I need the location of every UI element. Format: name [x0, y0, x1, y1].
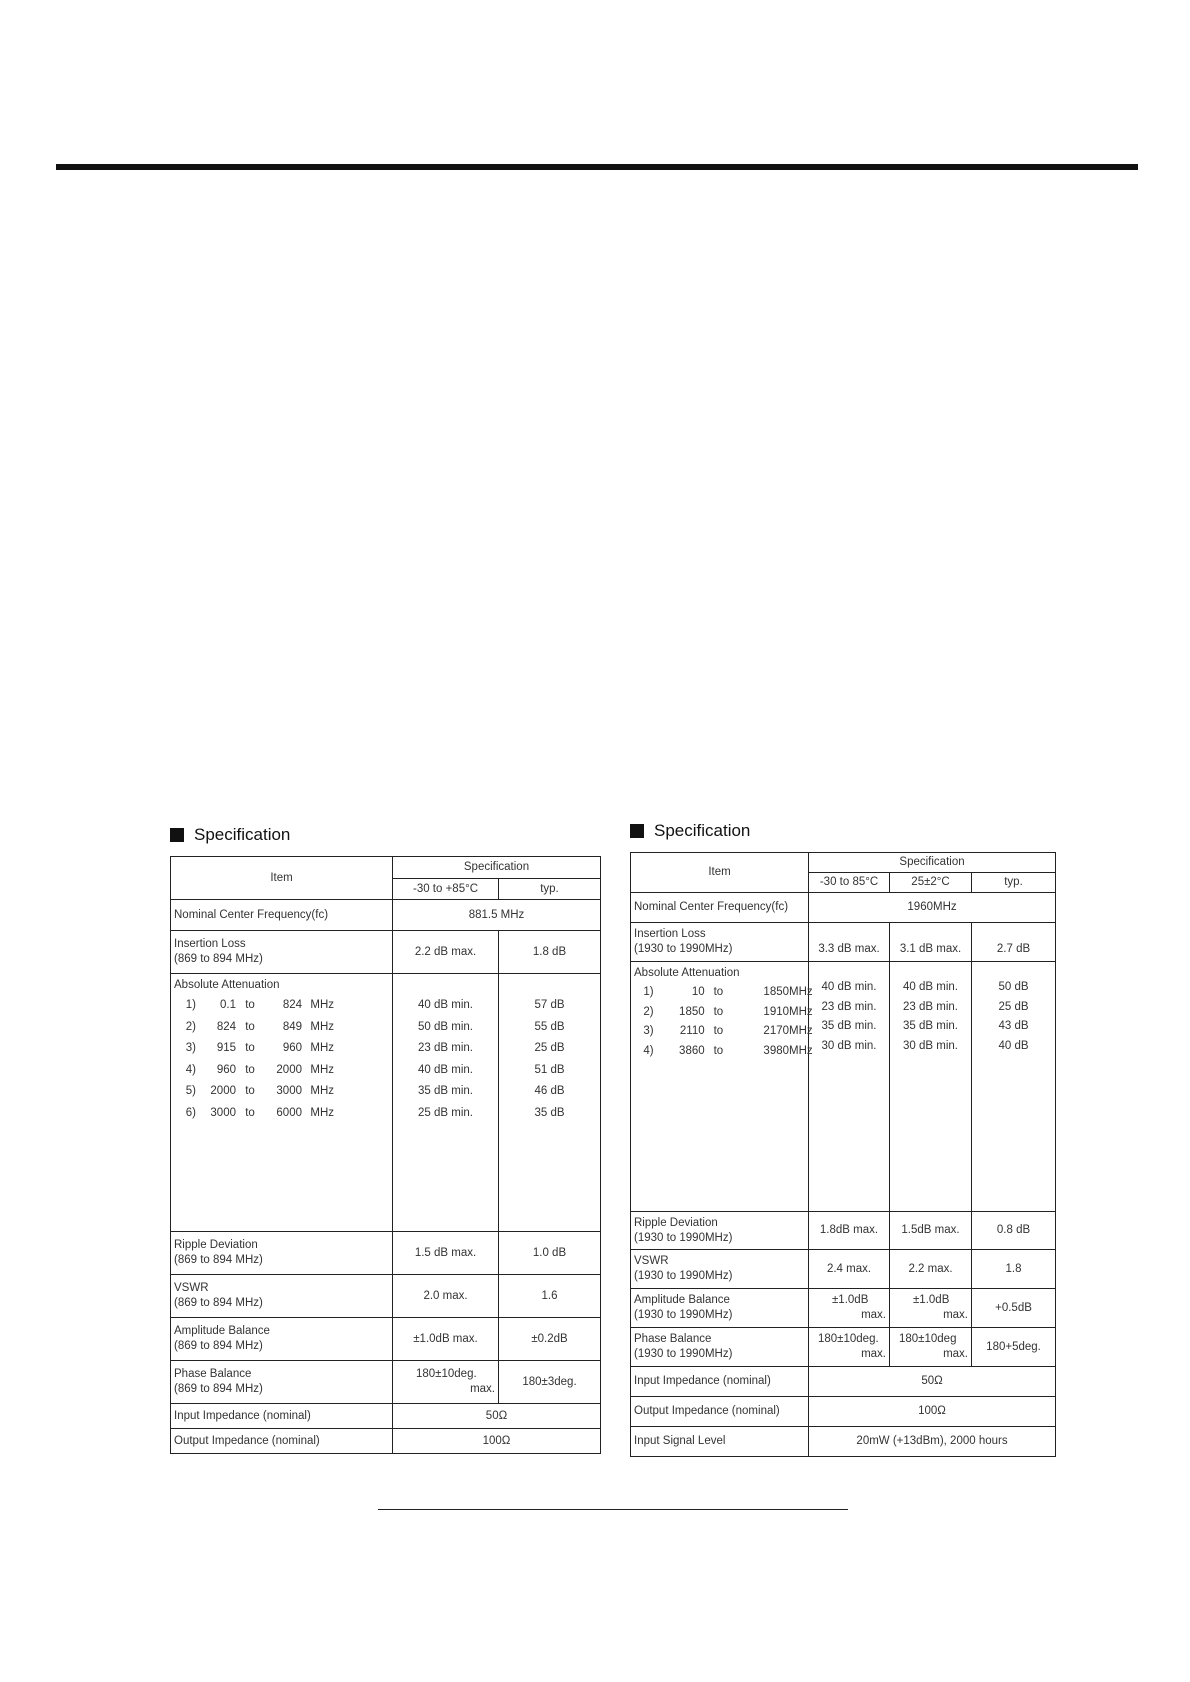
right-spec-title: Specification — [654, 821, 751, 840]
range-from: 0.1 — [220, 999, 236, 1012]
spec1-value — [809, 1328, 890, 1367]
range-from: 3860 — [679, 1044, 705, 1057]
label-line: Amplitude Balance — [634, 1294, 730, 1306]
range-line: (869 to 894 MHz) — [174, 1340, 263, 1352]
range-to-word: to — [713, 1005, 724, 1018]
row-value: 50Ω — [809, 1367, 1056, 1397]
att-spec2-col — [890, 962, 972, 1212]
label-line: Phase Balance — [634, 1333, 712, 1345]
row-label — [171, 1275, 393, 1318]
spec-value-a: 180±10deg. — [416, 1368, 477, 1380]
range-index: 1) — [643, 986, 654, 998]
att-title: Absolute Attenuation — [634, 967, 740, 979]
range-unit: MHz — [310, 1042, 334, 1055]
row-value: 1960MHz — [809, 893, 1056, 923]
attenuation-range-row — [634, 1042, 813, 1062]
attenuation-range-row — [174, 1038, 389, 1060]
spec-value: ±1.0dB max. — [393, 1318, 499, 1361]
att-spec-value: 23 dB min. — [418, 1042, 473, 1054]
typ-value: 180+5deg. — [972, 1328, 1056, 1367]
spec1-value-b: max. — [861, 1348, 886, 1360]
attenuation-range-row — [634, 1003, 813, 1023]
att-typ-value: 50 dB — [998, 981, 1029, 993]
range-to: 1850 — [763, 986, 790, 998]
row-label — [631, 1212, 809, 1250]
label-line: Ripple Deviation — [634, 1216, 718, 1229]
left-spec-title: Specification — [194, 825, 291, 844]
att-spec-col — [393, 974, 499, 1232]
range-from: 824 — [216, 1020, 236, 1033]
item-header: Item — [171, 857, 393, 900]
att-spec-value: 35 dB min. — [418, 1085, 473, 1097]
temp2-header: 25±2°C — [890, 873, 972, 893]
range-from: 10 — [691, 986, 705, 998]
left-spec-table — [170, 856, 601, 1454]
spec-header: Specification — [393, 857, 601, 879]
row-label: Input Signal Level — [631, 1427, 809, 1457]
label-line: Phase Balance — [174, 1368, 252, 1380]
range-unit: MHz — [789, 986, 813, 998]
range-index: 3) — [185, 1042, 196, 1055]
spec1-value-a: 180±10deg. — [818, 1333, 879, 1345]
square-bullet-icon — [630, 824, 644, 838]
att-typ-col — [499, 974, 601, 1232]
att-spec2-value: 30 dB min. — [903, 1039, 958, 1052]
range-to: 824 — [282, 999, 302, 1012]
att-spec-value: 50 dB min. — [418, 1020, 473, 1033]
range-unit: MHz — [310, 1085, 334, 1098]
row-value: 50Ω — [393, 1404, 601, 1429]
table-row — [171, 1318, 601, 1361]
spec2-value-a: 180±10deg — [899, 1333, 957, 1345]
range-from: 915 — [216, 1042, 236, 1055]
attenuation-range-row — [174, 995, 389, 1017]
row-value: 100Ω — [809, 1397, 1056, 1427]
range-from: 960 — [216, 1063, 236, 1076]
row-label: Input Impedance (nominal) — [171, 1404, 393, 1429]
attenuation-cell — [171, 974, 393, 1232]
spec1-value: 2.4 max. — [809, 1250, 890, 1289]
range-unit: MHz — [310, 1106, 334, 1119]
range-to: 6000 — [276, 1106, 302, 1119]
bottom-rule — [378, 1509, 848, 1510]
att-typ-value: 51 dB — [534, 1063, 565, 1076]
range-to-word: to — [713, 1025, 724, 1037]
att-typ-value: 35 dB — [534, 1106, 565, 1119]
att-typ-value: 25 dB — [998, 1000, 1029, 1013]
range-line: (1930 to 1990MHz) — [634, 1309, 733, 1321]
row-value: 100Ω — [393, 1429, 601, 1454]
att-spec1-col — [809, 962, 890, 1212]
attenuation-range-row — [174, 1081, 389, 1103]
spec-value: 2.0 max. — [393, 1275, 499, 1318]
typ-value: 1.0 dB — [499, 1232, 601, 1275]
spec1-value: 3.3 dB max. — [809, 923, 890, 962]
top-rule — [56, 164, 1138, 170]
table-row — [631, 1427, 1056, 1457]
row-value: 881.5 MHz — [393, 900, 601, 931]
row-label — [631, 1289, 809, 1328]
typ-value: 180±3deg. — [499, 1361, 601, 1404]
att-spec-value: 40 dB min. — [418, 1063, 473, 1076]
table-row — [631, 1289, 1056, 1328]
range-line: (869 to 894 MHz) — [174, 1383, 263, 1395]
table-row — [631, 962, 1056, 1212]
table-row — [631, 923, 1056, 962]
row-label — [631, 923, 809, 962]
range-index: 6) — [185, 1106, 196, 1119]
range-index: 3) — [643, 1025, 654, 1037]
range-index: 1) — [185, 999, 196, 1012]
row-label — [631, 1250, 809, 1289]
left-spec-block — [170, 823, 600, 1454]
row-label: Input Impedance (nominal) — [631, 1367, 809, 1397]
range-to: 2170 — [763, 1025, 790, 1037]
att-spec1-value: 40 dB min. — [821, 981, 877, 993]
row-label: Output Impedance (nominal) — [631, 1397, 809, 1427]
row-label: Nominal Center Frequency(fc) — [631, 893, 809, 923]
spec-value — [393, 1361, 499, 1404]
label-line: Ripple Deviation — [174, 1239, 258, 1251]
table-row — [631, 1367, 1056, 1397]
range-to: 2000 — [276, 1063, 302, 1076]
attenuation-range-row — [174, 1017, 389, 1039]
spec2-value: 2.2 max. — [890, 1250, 972, 1289]
att-spec2-value: 35 dB min. — [903, 1020, 958, 1032]
range-to-word: to — [245, 1085, 255, 1098]
spec-header: Specification — [809, 853, 1056, 873]
spec2-value — [890, 1289, 972, 1328]
range-unit: MHz — [789, 1025, 813, 1037]
range-unit: MHz — [310, 1020, 334, 1033]
row-label: Nominal Center Frequency(fc) — [171, 900, 393, 931]
att-spec-value: 25 dB min. — [418, 1106, 473, 1119]
spec-value-b: max. — [470, 1383, 495, 1395]
right-spec-heading — [630, 819, 1055, 843]
att-spec1-value: 30 dB min. — [821, 1039, 877, 1052]
spec-value: 2.2 dB max. — [393, 931, 499, 974]
square-bullet-icon — [170, 828, 184, 842]
att-spec1-value: 35 dB min. — [821, 1020, 877, 1032]
att-typ-value: 46 dB — [534, 1085, 565, 1097]
range-to-word: to — [713, 986, 724, 998]
attenuation-range-row — [634, 983, 813, 1003]
item-header: Item — [631, 853, 809, 893]
table-row — [171, 1361, 601, 1404]
attenuation-range-row — [174, 1060, 389, 1082]
range-unit: MHz — [789, 1005, 813, 1018]
attenuation-cell — [631, 962, 813, 1212]
typ-value: +0.5dB — [972, 1289, 1056, 1328]
spec2-value-b: max. — [943, 1309, 968, 1321]
table-row — [631, 1212, 1056, 1250]
typ-header: typ. — [972, 873, 1056, 893]
spec2-value: 1.5dB max. — [890, 1212, 972, 1250]
table-row — [171, 1275, 601, 1318]
range-unit: MHz — [789, 1044, 813, 1057]
attenuation-range-row — [174, 1103, 389, 1125]
range-line: (1930 to 1990MHz) — [634, 1348, 733, 1360]
att-spec-value: 40 dB min. — [418, 999, 473, 1011]
range-from: 2110 — [679, 1025, 705, 1037]
spec1-value: 1.8dB max. — [809, 1212, 890, 1250]
typ-value: 1.8 dB — [499, 931, 601, 974]
att-spec2-value: 40 dB min. — [903, 981, 958, 993]
typ-value: 1.8 — [972, 1250, 1056, 1289]
range-to: 1910 — [763, 1005, 790, 1018]
table-row — [631, 1250, 1056, 1289]
range-line: (1930 to 1990MHz) — [634, 1270, 733, 1282]
row-label — [631, 1328, 809, 1367]
table-row — [631, 1397, 1056, 1427]
att-typ-col — [972, 962, 1056, 1212]
range-line: (869 to 894 MHz) — [174, 953, 263, 965]
att-typ-value: 43 dB — [998, 1020, 1029, 1032]
range-to-word: to — [245, 1042, 255, 1055]
range-from: 1850 — [679, 1005, 705, 1018]
right-spec-table — [630, 852, 1056, 1457]
att-typ-value: 40 dB — [998, 1039, 1029, 1052]
temp-header: -30 to +85°C — [393, 879, 499, 900]
row-label — [171, 1232, 393, 1275]
typ-header: typ. — [499, 879, 601, 900]
spec2-value-a: ±1.0dB — [913, 1294, 950, 1306]
range-index: 2) — [643, 1005, 654, 1018]
range-to-word: to — [245, 1020, 255, 1033]
spec-value: 1.5 dB max. — [393, 1232, 499, 1275]
table-row — [171, 931, 601, 974]
table-row — [171, 1232, 601, 1275]
att-title: Absolute Attenuation — [174, 979, 280, 991]
spec1-value-b: max. — [861, 1309, 886, 1321]
range-to-word: to — [245, 1106, 255, 1119]
range-to-word: to — [245, 1063, 255, 1076]
range-index: 4) — [185, 1063, 196, 1076]
att-spec1-value: 23 dB min. — [821, 1000, 877, 1013]
range-line: (1930 to 1990MHz) — [634, 1231, 733, 1244]
range-to: 3000 — [276, 1085, 302, 1098]
header-row — [171, 857, 601, 879]
range-from: 2000 — [210, 1085, 236, 1098]
right-spec-block — [630, 819, 1055, 1457]
row-label — [171, 931, 393, 974]
range-unit: MHz — [310, 999, 334, 1012]
label-line: VSWR — [174, 1282, 209, 1294]
range-to-word: to — [713, 1044, 724, 1057]
range-to: 849 — [282, 1020, 302, 1033]
att-list — [634, 983, 813, 1061]
table-row — [171, 1404, 601, 1429]
left-spec-heading — [170, 823, 600, 847]
label-line: VSWR — [634, 1255, 669, 1267]
header-row — [631, 853, 1056, 873]
spec1-value — [809, 1289, 890, 1328]
label-line: Amplitude Balance — [174, 1325, 270, 1337]
att-spec2-value: 23 dB min. — [903, 1000, 958, 1013]
range-to: 3980 — [763, 1044, 790, 1057]
table-row — [631, 893, 1056, 923]
att-list — [174, 995, 389, 1124]
range-line: (869 to 894 MHz) — [174, 1297, 263, 1309]
range-index: 4) — [643, 1044, 654, 1057]
row-label: Output Impedance (nominal) — [171, 1429, 393, 1454]
att-typ-value: 55 dB — [534, 1020, 565, 1033]
range-line: (1930 to 1990MHz) — [634, 943, 733, 955]
label-line: Insertion Loss — [634, 928, 706, 940]
typ-value: 2.7 dB — [972, 923, 1056, 962]
temp1-header: -30 to 85°C — [809, 873, 890, 893]
typ-value: 0.8 dB — [972, 1212, 1056, 1250]
att-typ-value: 57 dB — [534, 999, 565, 1011]
range-index: 2) — [185, 1020, 196, 1033]
range-from: 3000 — [210, 1106, 236, 1119]
table-row — [171, 974, 601, 1232]
att-typ-value: 25 dB — [534, 1042, 565, 1054]
range-unit: MHz — [310, 1063, 334, 1076]
label-line: Insertion Loss — [174, 938, 246, 950]
row-label — [171, 1361, 393, 1404]
row-value: 20mW (+13dBm), 2000 hours — [809, 1427, 1056, 1457]
spec2-value: 3.1 dB max. — [890, 923, 972, 962]
range-to: 960 — [282, 1042, 302, 1055]
spec1-value-a: ±1.0dB — [832, 1294, 869, 1306]
range-index: 5) — [185, 1085, 196, 1098]
table-row — [171, 1429, 601, 1454]
table-row — [171, 900, 601, 931]
typ-value: 1.6 — [499, 1275, 601, 1318]
spec2-value-b: max. — [943, 1348, 968, 1360]
row-label — [171, 1318, 393, 1361]
spec2-value — [890, 1328, 972, 1367]
table-row — [631, 1328, 1056, 1367]
typ-value: ±0.2dB — [499, 1318, 601, 1361]
range-to-word: to — [245, 999, 255, 1012]
range-line: (869 to 894 MHz) — [174, 1254, 263, 1266]
attenuation-range-row — [634, 1022, 813, 1042]
